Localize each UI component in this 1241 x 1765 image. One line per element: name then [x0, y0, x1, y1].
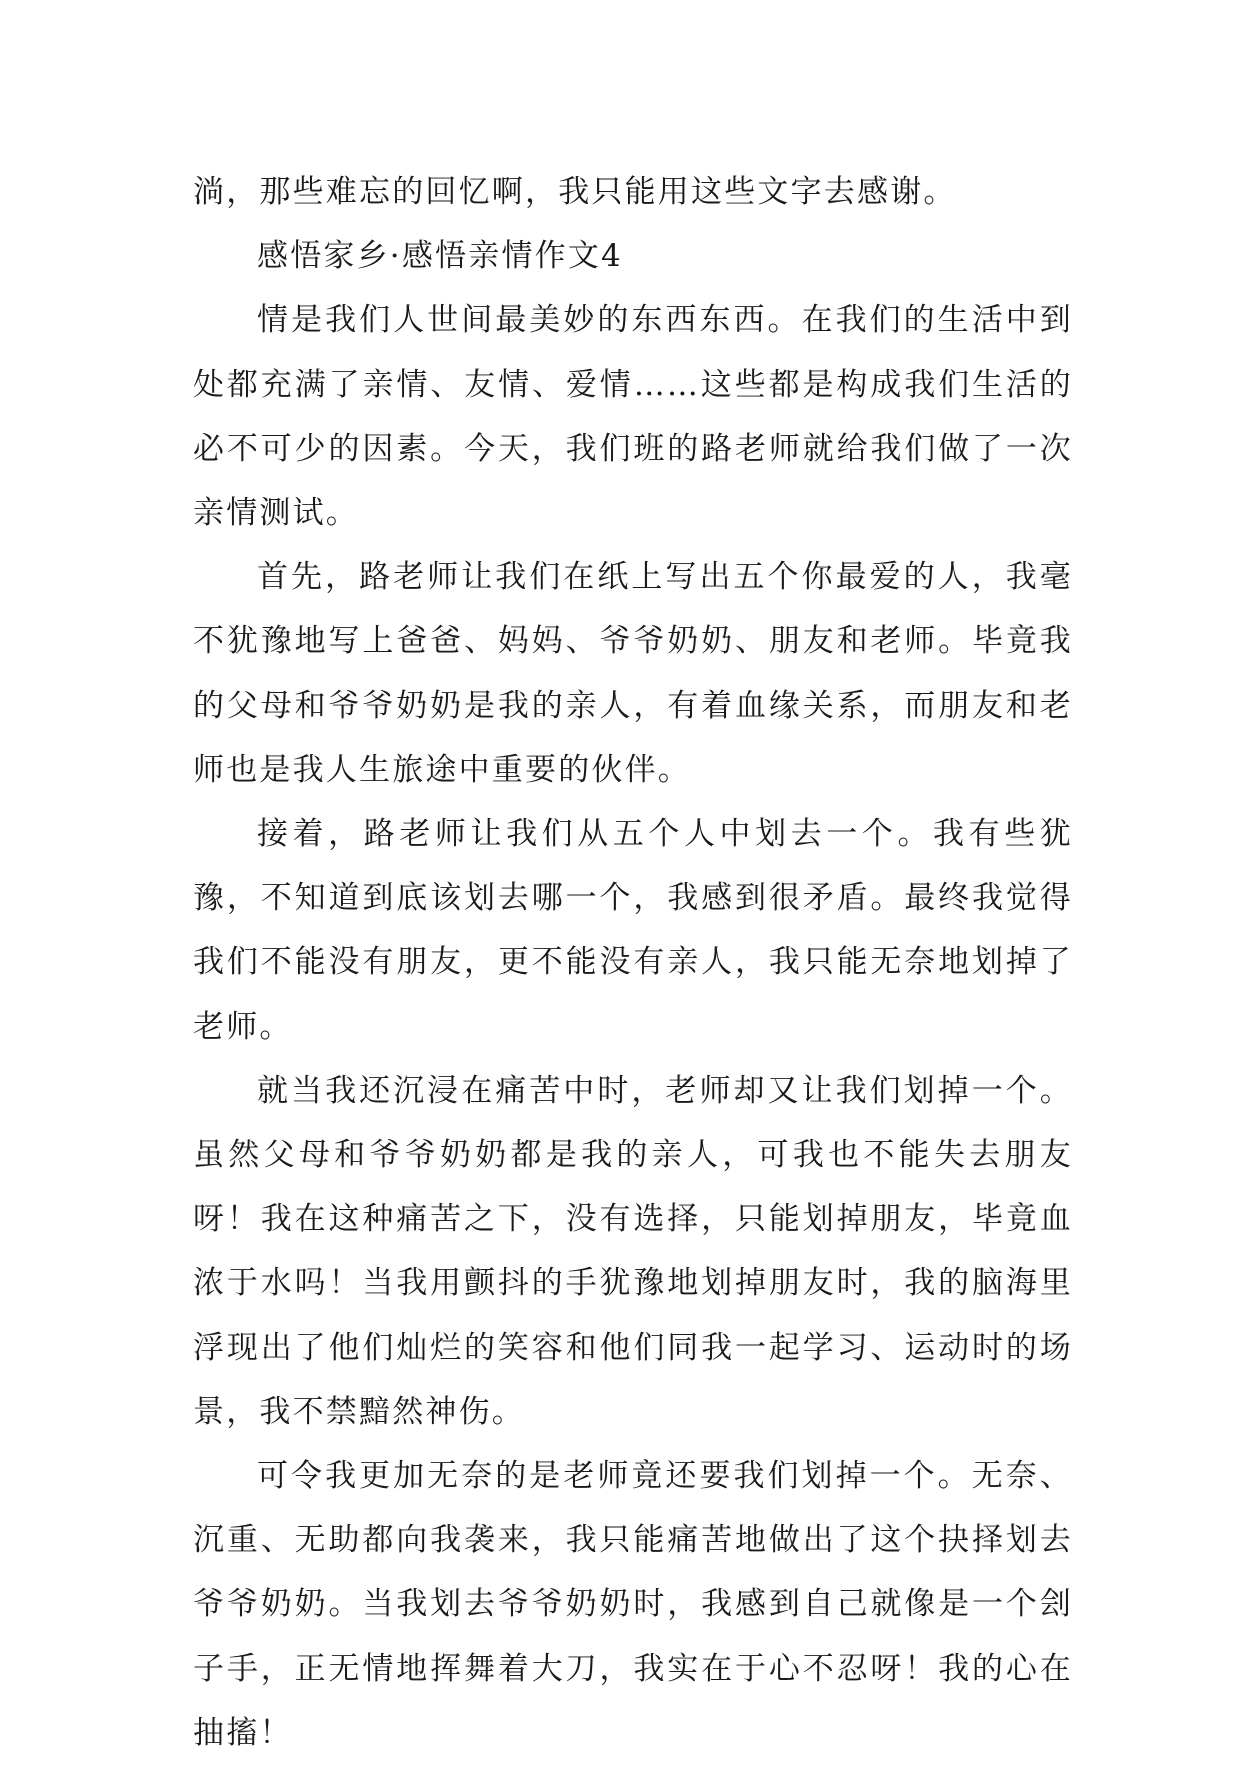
article-heading: 感悟家乡·感悟亲情作文4: [257, 238, 623, 275]
article-body: [193, 160, 1073, 1765]
paragraph-3: 接着，路老师让我们从五个人中划去一个。我有些犹豫，不知道到底该划去哪一个，我感到很矛盾。最终我觉得我们不能没有朋友，更不能没有亲人，我只能无奈地划掉了老师。: [193, 816, 1073, 1045]
paragraph-1: 情是我们人世间最美妙的东西东西。在我们的生活中到处都充满了亲情、友情、爱情……这些都是构成我们生活的必不可少的因素。今天，我们班的路老师就给我们做了一次亲情测试。: [193, 302, 1073, 532]
paragraph-4: 就当我还沉浸在痛苦中时，老师却又让我们划掉一个。虽然父母和爷爷奶奶都是我的亲人，可我也不能失去朋友呀！我在这种痛苦之下，没有选择，只能划掉朋友，毕竟血浓于水吗！当我用颤抖的手犹豫地划掉朋友时，我的脑海里浮现出了他们灿烂的笑容和他们同我一起学习、运动时的场景，我不禁黯然神伤。: [193, 1072, 1073, 1430]
continuation-line: 淌，那些难忘的回忆啊，我只能用这些文字去感谢。: [193, 174, 957, 210]
paragraph-5: 可令我更加无奈的是老师竟还要我们划掉一个。无奈、沉重、无助都向我袭来，我只能痛苦地做出了这个抉择划去爷爷奶奶。当我划去爷爷奶奶时，我感到自己就像是一个刽子手，正无情地挥舞着大刀，我实在于心不忍呀！我的心在抽搐！: [193, 1458, 1073, 1751]
paragraph-2: 首先，路老师让我们在纸上写出五个你最爱的人，我毫不犹豫地写上爸爸、妈妈、爷爷奶奶、朋友和老师。毕竟我的父母和爷爷奶奶是我的亲人，有着血缘关系，而朋友和老师也是我人生旅途中重要的伙伴。: [193, 559, 1073, 788]
